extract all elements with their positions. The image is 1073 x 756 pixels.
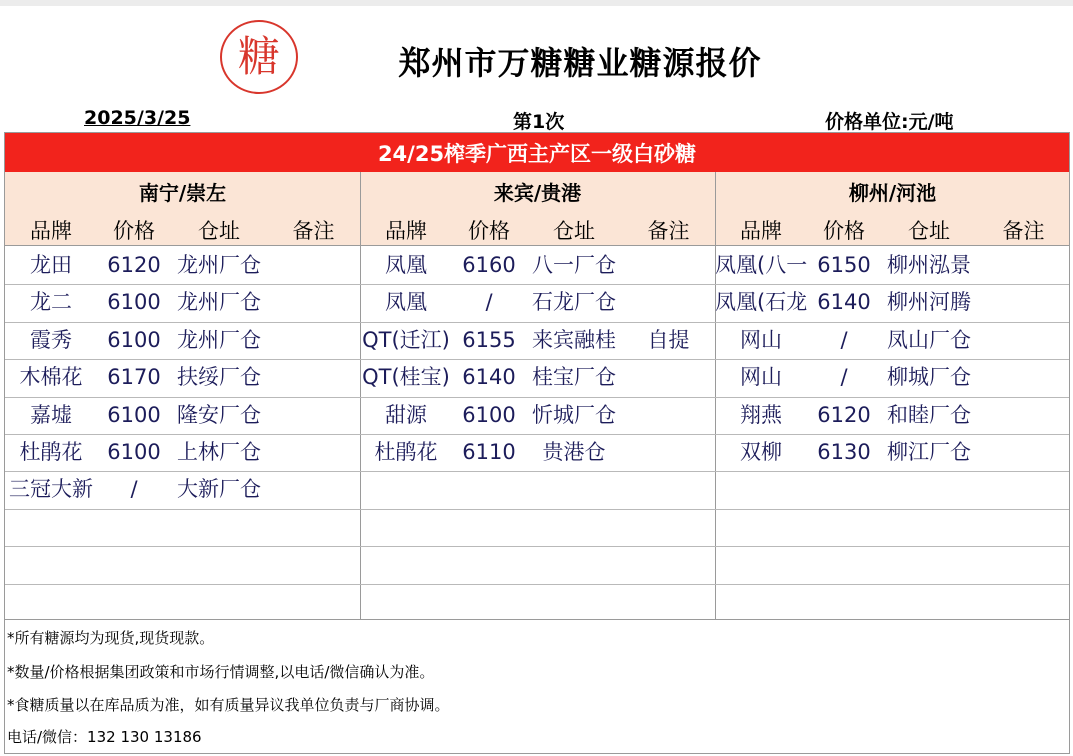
cell-note bbox=[267, 397, 360, 434]
cell-warehouse: 来宾融桂 bbox=[532, 327, 616, 352]
cell-brand: 翔燕 bbox=[740, 402, 782, 427]
column-header-price: 价格 bbox=[823, 219, 865, 243]
cell-note bbox=[267, 247, 360, 284]
cell-warehouse: 上林厂仓 bbox=[177, 440, 261, 464]
cell-warehouse: 龙州厂仓 bbox=[177, 253, 261, 277]
cell-note bbox=[977, 359, 1070, 396]
cell-warehouse: 柳州河腾 bbox=[887, 290, 971, 315]
row-divider bbox=[5, 584, 1069, 585]
cell-price: 6100 bbox=[107, 440, 161, 464]
cell-price: 6100 bbox=[462, 402, 516, 427]
cell-note bbox=[977, 322, 1070, 359]
column-header-warehouse: 仓址 bbox=[553, 219, 595, 243]
cell-note bbox=[977, 434, 1070, 471]
cell-price: 6110 bbox=[462, 440, 516, 464]
cell-note bbox=[622, 397, 715, 434]
column-header-brand: 品牌 bbox=[30, 219, 72, 243]
cell-note bbox=[267, 471, 360, 508]
cell-warehouse: 桂宝厂仓 bbox=[532, 365, 616, 390]
region-name: 柳州/河池 bbox=[848, 181, 937, 205]
cell-brand: 杜鹃花 bbox=[374, 440, 438, 464]
cell-brand: 木棉花 bbox=[19, 365, 83, 390]
column-header-price: 价格 bbox=[113, 219, 155, 243]
cell-note bbox=[267, 359, 360, 396]
cell-brand: 凤凰(八一 bbox=[715, 253, 808, 277]
cell-price: 6140 bbox=[462, 365, 516, 390]
region-name: 南宁/崇左 bbox=[138, 181, 227, 205]
cell-warehouse: 贵港仓 bbox=[542, 440, 606, 464]
cell-note bbox=[622, 247, 715, 284]
cell-warehouse: 凤山厂仓 bbox=[887, 327, 971, 352]
note-line: 电话/微信：132 130 13186 bbox=[7, 728, 202, 746]
note-line: *数量/价格根据集团政策和市场行情调整,以电话/微信确认为准。 bbox=[7, 663, 435, 681]
row-divider bbox=[5, 509, 1069, 510]
cell-price: 6140 bbox=[817, 290, 871, 315]
cell-note bbox=[267, 434, 360, 471]
cell-price: / bbox=[485, 290, 493, 315]
column-header-brand: 品牌 bbox=[740, 219, 782, 243]
column-header-warehouse: 仓址 bbox=[198, 219, 240, 243]
cell-price: / bbox=[840, 365, 848, 390]
cell-note bbox=[267, 322, 360, 359]
cell-note bbox=[977, 247, 1070, 284]
cell-brand: 网山 bbox=[740, 365, 782, 390]
column-header-note: 备注 bbox=[1002, 219, 1045, 243]
cell-note bbox=[622, 284, 715, 321]
cell-note bbox=[977, 397, 1070, 434]
cell-warehouse: 八一厂仓 bbox=[532, 253, 616, 277]
table-banner: 24/25榨季广西主产区一级白砂糖 bbox=[5, 133, 1069, 172]
price-table bbox=[4, 132, 1070, 620]
cell-brand: 双柳 bbox=[740, 440, 782, 464]
cell-warehouse: 石龙厂仓 bbox=[532, 290, 616, 315]
cell-warehouse: 龙州厂仓 bbox=[177, 290, 261, 315]
cell-price: 6170 bbox=[107, 365, 161, 390]
cell-brand: QT(迁江) bbox=[362, 327, 450, 352]
cell-price: / bbox=[840, 327, 848, 352]
cell-price: 6120 bbox=[107, 253, 161, 277]
region-name: 来宾/贵港 bbox=[493, 181, 582, 205]
cell-brand: 凤凰 bbox=[385, 253, 427, 277]
column-header-note: 备注 bbox=[647, 219, 690, 243]
cell-warehouse: 龙州厂仓 bbox=[177, 327, 261, 352]
cell-price: 6120 bbox=[817, 402, 871, 427]
cell-brand: 霞秀 bbox=[30, 327, 72, 352]
quote-round: 第1次 bbox=[513, 111, 565, 133]
top-strip bbox=[0, 0, 1073, 6]
cell-note bbox=[622, 434, 715, 471]
cell-brand: 三冠大新 bbox=[9, 477, 93, 502]
page-title: 郑州市万糖糖业糖源报价 bbox=[398, 44, 762, 82]
cell-brand: 龙二 bbox=[30, 290, 72, 315]
cell-price: / bbox=[130, 477, 138, 502]
logo-character: 糖 bbox=[237, 32, 280, 81]
cell-brand: 网山 bbox=[740, 327, 782, 352]
cell-warehouse: 和睦厂仓 bbox=[887, 402, 971, 427]
notes-section bbox=[4, 620, 1070, 754]
cell-note bbox=[977, 284, 1070, 321]
note-line: *食糖质量以在库品质为准，如有质量异议我单位负责与厂商协调。 bbox=[7, 696, 450, 714]
cell-warehouse: 柳城厂仓 bbox=[887, 365, 971, 390]
note-line: *所有糖源均为现货,现货现款。 bbox=[7, 629, 215, 647]
cell-warehouse: 扶绥厂仓 bbox=[177, 365, 261, 390]
cell-brand: 凤凰(石龙 bbox=[715, 290, 808, 315]
cell-warehouse: 隆安厂仓 bbox=[177, 402, 261, 427]
cell-brand: 嘉墟 bbox=[30, 402, 72, 427]
cell-note: 自提 bbox=[647, 327, 690, 352]
quote-date: 2025/3/25 bbox=[84, 107, 191, 129]
cell-brand: 龙田 bbox=[30, 253, 72, 277]
column-header-price: 价格 bbox=[468, 219, 510, 243]
column-header-note: 备注 bbox=[292, 219, 335, 243]
cell-brand: 凤凰 bbox=[385, 290, 427, 315]
cell-warehouse: 忻城厂仓 bbox=[532, 402, 616, 427]
cell-warehouse: 柳州泓景 bbox=[887, 253, 971, 277]
cell-brand: 杜鹃花 bbox=[19, 440, 83, 464]
cell-price: 6150 bbox=[817, 253, 871, 277]
cell-note bbox=[622, 359, 715, 396]
cell-brand: 甜源 bbox=[385, 402, 427, 427]
cell-price: 6100 bbox=[107, 327, 161, 352]
cell-warehouse: 大新厂仓 bbox=[177, 477, 261, 502]
price-unit: 价格单位:元/吨 bbox=[825, 111, 954, 133]
cell-note bbox=[267, 284, 360, 321]
row-divider bbox=[5, 546, 1069, 547]
cell-price: 6155 bbox=[462, 327, 516, 352]
column-header-brand: 品牌 bbox=[385, 219, 427, 243]
cell-brand: QT(桂宝) bbox=[362, 365, 450, 390]
cell-price: 6160 bbox=[462, 253, 516, 277]
cell-warehouse: 柳江厂仓 bbox=[887, 440, 971, 464]
cell-price: 6130 bbox=[817, 440, 871, 464]
cell-price: 6100 bbox=[107, 402, 161, 427]
cell-price: 6100 bbox=[107, 290, 161, 315]
company-seal-logo bbox=[220, 20, 298, 94]
column-header-warehouse: 仓址 bbox=[908, 219, 950, 243]
